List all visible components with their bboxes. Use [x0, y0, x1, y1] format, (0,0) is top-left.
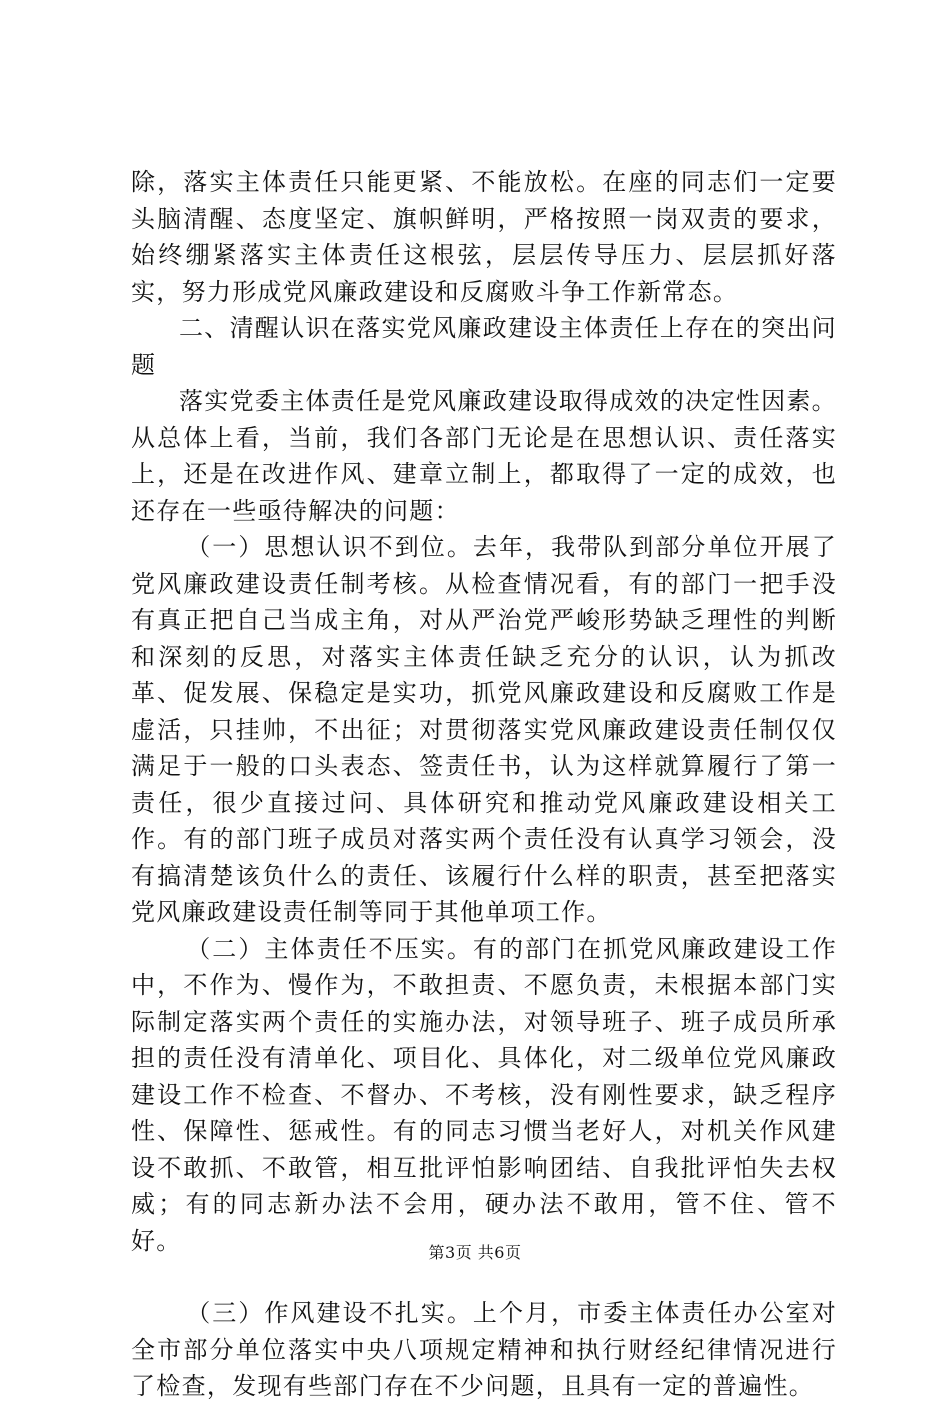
paragraph-item-1: （一）思想认识不到位。去年，我带队到部分单位开展了党风廉政建设责任制考核。从检查情况看，有的部门一把手没有真正把自己当成主角，对从严治党严峻形势缺乏理性的判断和深刻的反思，对落实主体责任缺乏充分的认识，认为抓改革、促发展、保稳定是实功，抓党风廉政建设和反腐败工作是虚活，只挂帅，不出征；对贯彻落实党风廉政建设责任制仅仅满足于一般的口头表态、签责任书，认为这样就算履行了第一责任，很少直接过问、具体研究和推动党风廉政建设相关工作。有的部门班子成员对落实两个责任没有认真学习领会，没有搞清楚该负什么的责任、该履行什么样的职责，甚至把落实党风廉政建设责任制等同于其他单项工作。: [131, 533, 837, 926]
paragraph-item-2: （二）主体责任不压实。有的部门在抓党风廉政建设工作中，不作为、慢作为，不敢担责、不愿负责，未根据本部门实际制定落实两个责任的实施办法，对领导班子、班子成员所承担的责任没有清单化、项目化、具体化，对二级单位党风廉政建设工作不检查、不督办、不考核，没有刚性要求，缺乏程序性、保障性、惩戒性。有的同志习惯当老好人，对机关作风建设不敢抓、不敢管，相互批评怕影响团结、自我批评怕失去权威；有的同志新办法不会用，硬办法不敢用，管不住、管不好。: [131, 934, 837, 1255]
paragraph-intro: 落实党委主体责任是党风廉政建设取得成效的决定性因素。从总体上看，当前，我们各部门无论是在思想认识、责任落实上，还是在改进作风、建章立制上，都取得了一定的成效，也还存在一些亟待解决的问题：: [131, 387, 837, 525]
paragraph-continuation: 除，落实主体责任只能更紧、不能放松。在座的同志们一定要头脑清醒、态度坚定、旗帜鲜明，严格按照一岗双责的要求，始终绷紧落实主体责任这根弦，层层传导压力、层层抓好落实，努力形成党风廉政建设和反腐败斗争工作新常态。: [131, 168, 837, 306]
paragraph-item-3: （三）作风建设不扎实。上个月，市委主体责任办公室对全市部分单位落实中央八项规定精神和执行财经纪律情况进行了检查，发现有些部门存在不少问题，且具有一定的普遍性。: [131, 1299, 837, 1400]
document-body: [131, 164, 837, 1405]
section-heading: 二、清醒认识在落实党风廉政建设主体责任上存在的突出问题: [131, 314, 837, 379]
page-footer: 第3页 共6页: [428, 1243, 522, 1262]
